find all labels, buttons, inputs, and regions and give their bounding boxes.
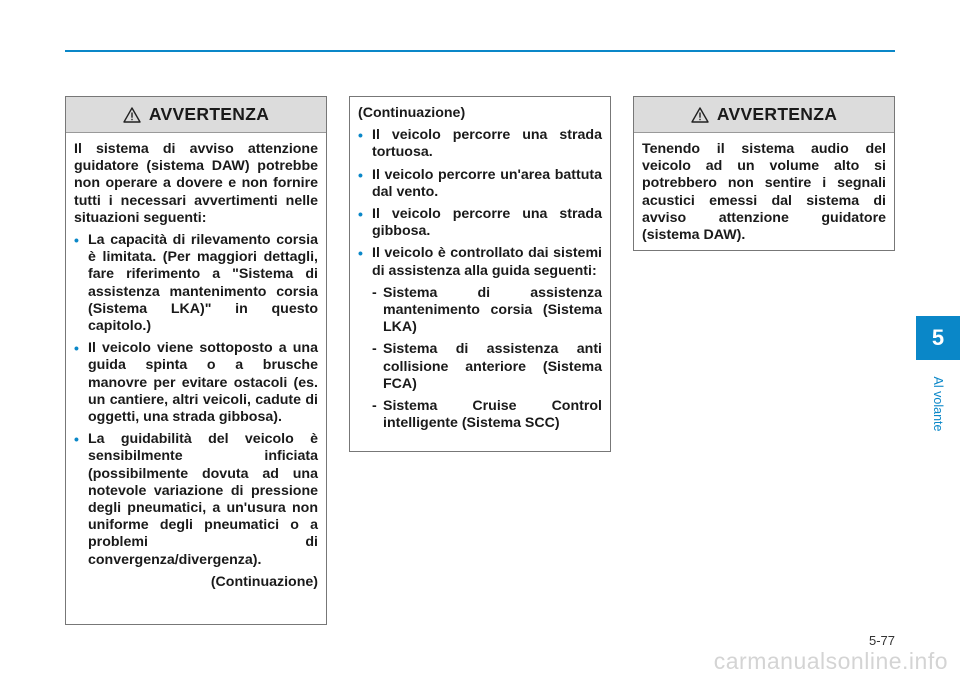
continued-label: (Continuazione): [358, 105, 466, 121]
bullet-icon: •: [358, 127, 363, 144]
sub-list-item: - Sistema Cruise Control intelligente (Sistema SCC): [372, 398, 602, 432]
dash-mark: -: [372, 284, 377, 301]
list-item: • La capacità di rilevamento corsia è limitata. (Per maggiori dettagli, fare riferimento a "Sistema di assistenza mantenimento corsia (Sistema LKA)" in questo capitolo.): [74, 232, 318, 335]
sub-list-item: - Sistema di assistenza anti collisione anteriore (Sistema FCA): [372, 341, 602, 392]
bullet-icon: •: [358, 166, 363, 183]
warning-triangle-icon: [123, 107, 141, 123]
dash-mark: -: [372, 398, 377, 415]
warning-header-right: [634, 97, 894, 133]
warning-triangle-icon: [691, 107, 709, 123]
list-item: • Il veicolo percorre una strada tortuosa.: [358, 127, 602, 161]
sub-list-item: - Sistema di assistenza mantenimento corsia (Sistema LKA): [372, 284, 602, 336]
warning-box-middle: [349, 96, 611, 452]
list-item: • Il veicolo percorre un'area battuta dal vento.: [358, 166, 602, 200]
warning-intro: Il sistema di avviso attenzione guidatore (sistema DAW) potrebbe non operare a dovere e non fornire tutti i necessari avvertimenti nelle situazioni seguenti:: [74, 141, 318, 226]
list-item: • La guidabilità del veicolo è sensibilmente inficiata (possibilmente dovuta ad una notevole variazione di pressione degli pneumatici, a un'usura non uniforme degli pneumatici o a problemi di convergenza/divergenza).: [74, 431, 318, 568]
warning-title-left: AVVERTENZA: [148, 104, 270, 124]
bullet-icon: •: [74, 232, 79, 249]
top-rule: [65, 50, 895, 52]
page-number: 5-77: [868, 633, 895, 648]
list-item: • Il veicolo è controllato dai sistemi di assistenza alla guida seguenti:: [358, 245, 602, 279]
warning-title-right: AVVERTENZA: [716, 104, 838, 124]
list-item: • Il veicolo percorre una strada gibbosa.: [358, 206, 602, 240]
warning-text-right: Tenendo il sistema audio del veicolo ad un volume alto si potrebbero non sentire i segnali acustici emessi dal sistema di avviso attenzione guidatore (sistema DAW).: [642, 141, 886, 244]
warning-box-right: [633, 96, 895, 251]
bullet-icon: •: [74, 340, 79, 357]
dash-mark: -: [372, 341, 377, 358]
list-item: • Il veicolo viene sottoposto a una guida spinta o a brusche manovre per evitare ostacoli (es. un cantiere, altri veicoli, cadute di oggetti, una strada gibbosa).: [74, 340, 318, 426]
chapter-side-label: Al volante: [931, 376, 945, 432]
bullet-icon: •: [358, 245, 363, 262]
bullet-icon: •: [74, 431, 79, 448]
bullet-icon: •: [358, 206, 363, 223]
warning-box-left: [65, 96, 327, 625]
warning-header-left: [66, 97, 326, 133]
continued-label: (Continuazione): [210, 573, 318, 590]
watermark: carmanualsonline.info: [713, 648, 948, 674]
chapter-tab: 5: [916, 316, 960, 360]
